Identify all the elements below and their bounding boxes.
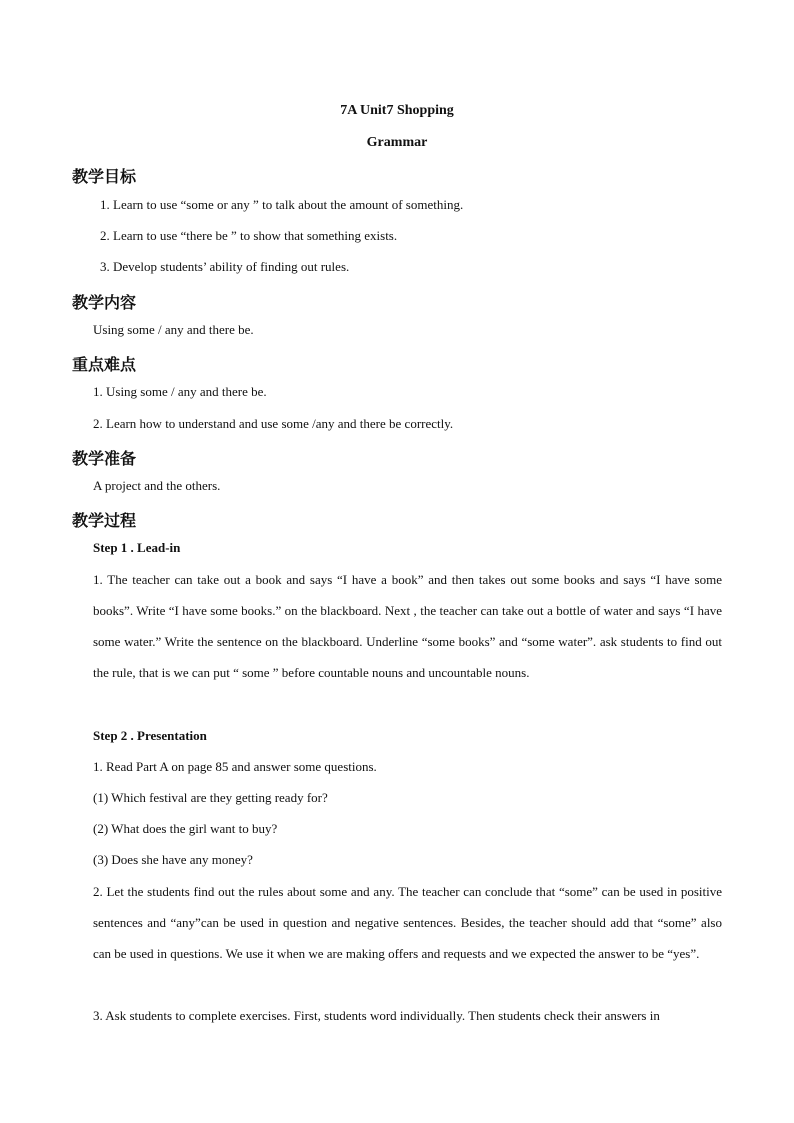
objective-item: 1. Learn to use “some or any ” to talk about the amount of something. (100, 197, 464, 212)
step1-paragraph: 1. The teacher can take out a book and says “I have a book” and then takes out some books and says “I have some books”. Write “I have some books.” on the blackboard. Next , the teacher can take out a bottle of water and says “I have some water.” Write the sentence on the blackboard. Underline “some books” and “some water”. ask students to find out the rule, that is we can put “ some ” before countable nouns and uncountable nouns. (93, 572, 722, 680)
section-heading-preparation: 教学准备 (72, 449, 137, 468)
section-heading-process: 教学过程 (72, 511, 137, 530)
step1-title: Step 1 . Lead-in (93, 540, 181, 555)
section-heading-keypoints: 重点难点 (72, 355, 137, 374)
section-heading-objectives: 教学目标 (72, 167, 137, 186)
keypoint-item: 1. Using some / any and there be. (93, 384, 267, 399)
step2-paragraph-continued: 3. Ask students to complete exercises. First, students word individually. Then students check their answers in (93, 1008, 660, 1023)
keypoint-item: 2. Learn how to understand and use some /any and there be correctly. (93, 416, 454, 431)
preparation-text: A project and the others. (93, 478, 221, 493)
step2-paragraph: 2. Let the students find out the rules about some and any. The teacher can conclude that “some” can be used in positive sentences and “any”can be used in question and negative sentences. Besides, the teacher should add that “some” also can be used in questions. We use it when we are making offers and requests and we expected the answer to be “yes”. (93, 884, 722, 961)
question-item: (3) Does she have any money? (93, 852, 253, 867)
doc-title: 7A Unit7 Shopping (340, 103, 454, 118)
objective-item: 2. Learn to use “there be ” to show that something exists. (100, 228, 398, 243)
step2-title: Step 2 . Presentation (93, 728, 207, 743)
objective-item: 3. Develop students’ ability of finding out rules. (100, 259, 350, 274)
step2-line: 1. Read Part A on page 85 and answer some questions. (93, 759, 377, 774)
content-text: Using some / any and there be. (93, 322, 254, 337)
doc-subtitle: Grammar (366, 135, 428, 150)
section-heading-content: 教学内容 (72, 293, 137, 312)
question-item: (1) Which festival are they getting ready for? (93, 790, 328, 805)
question-item: (2) What does the girl want to buy? (93, 821, 278, 836)
